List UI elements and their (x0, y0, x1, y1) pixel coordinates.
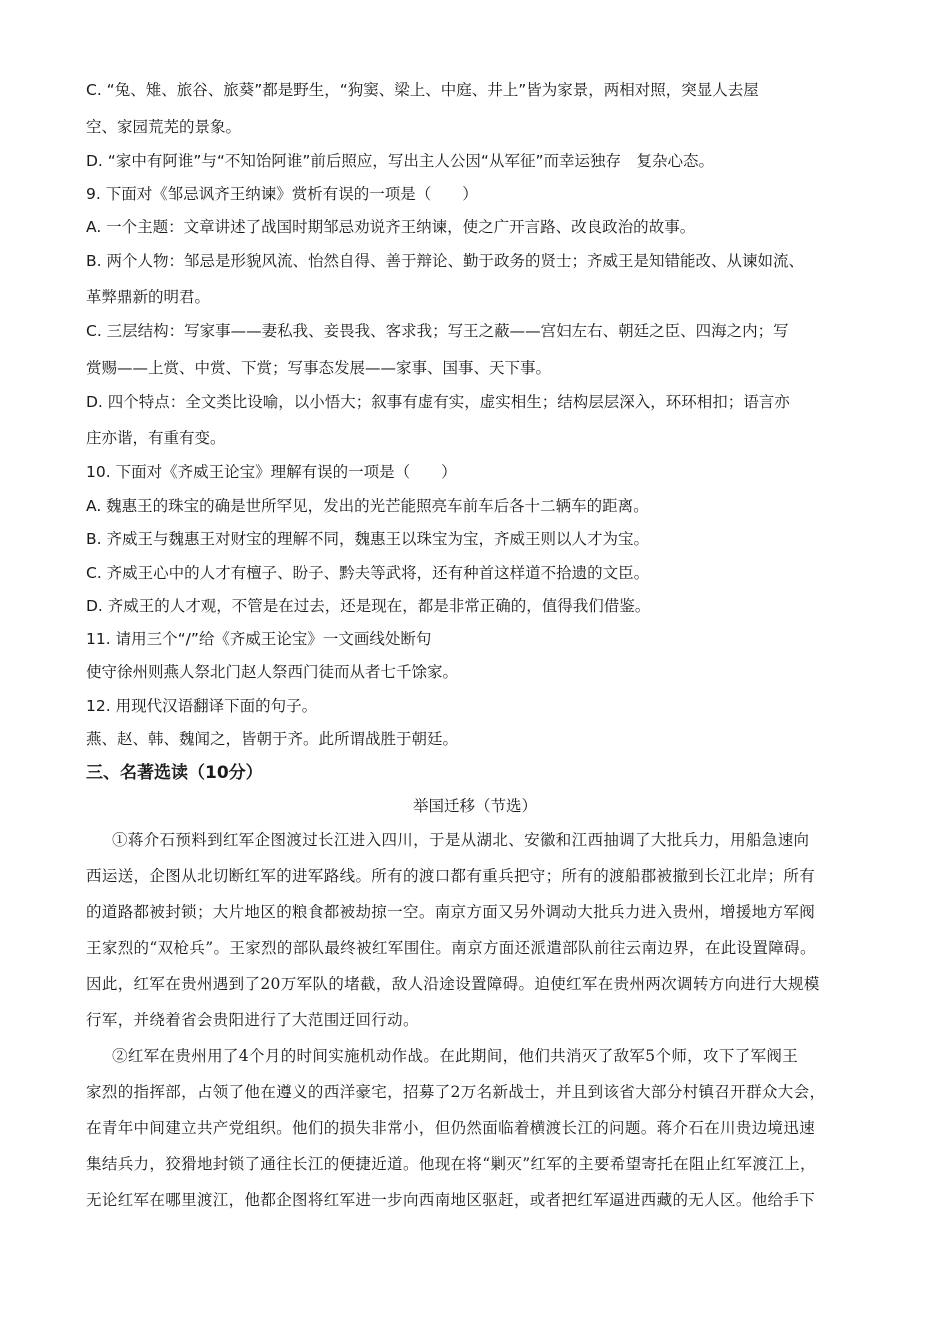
q9-option-d-line2: 庄亦谐，有重有变。 (86, 429, 226, 447)
q9-option-c-line1: C. 三层结构：写家事——妻私我、妾畏我、客求我；写王之蔽——宫妇左右、朝廷之臣、四海之内；写 (86, 322, 789, 340)
passage-p2-line: ②红军在贵州用了4个月的时间实施机动作战。在此期间，他们共消灭了敌军5个师，攻下了军阀王 (112, 1047, 799, 1065)
q10-option-a: A. 魏惠王的珠宝的确是世所罕见，发出的光芒能照亮车前车后各十二辆车的距离。 (86, 497, 649, 515)
passage-p1-line: ①蒋介石预料到红军企图渡过长江进入四川，于是从湖北、安徽和江西抽调了大批兵力，用船急速向 (112, 831, 810, 849)
q10-option-b: B. 齐威王与魏惠王对财宝的理解不同，魏惠王以珠宝为宝，齐威王则以人才为宝。 (86, 530, 649, 548)
q12-text: 燕、赵、韩、魏闻之，皆朝于齐。此所谓战胜于朝廷。 (86, 730, 459, 748)
q10-option-c: C. 齐威王心中的人才有檀子、盼子、黔夫等武将，还有种首这样道不拾遗的文臣。 (86, 564, 650, 582)
passage-p2-line: 家烈的指挥部，占领了他在遵义的西洋豪宅，招募了2万名新战士，并且到该省大部分村镇召开群众大会， (86, 1083, 826, 1101)
passage-p2-line: 集结兵力，狡猾地封锁了通往长江的便捷近道。他现在将“剿灭”红军的主要希望寄托在阻止红军渡江上， (86, 1155, 816, 1173)
q9-stem: 9. 下面对《邹忌讽齐王纳谏》赏析有误的一项是（ ） (86, 185, 478, 203)
q9-option-c-line2: 赏赐——上赏、中赏、下赏；写事态发展——家事、国事、天下事。 (86, 359, 552, 377)
q9-option-d-line1: D. 四个特点：全文类比设喻，以小悟大；叙事有虚有实，虚实相生；结构层层深入，环环相扣；语言亦 (86, 393, 790, 411)
section-heading: 三、名著选读（10分） (86, 763, 263, 783)
q8-option-c-line1: C. “兔、雉、旅谷、旅葵”都是野生，“狗窦、梁上、中庭、井上”皆为家景，两相对照，突显人去屋 (86, 81, 759, 99)
passage-p1-line: 行军，并绕着省会贵阳进行了大范围迂回行动。 (86, 1011, 419, 1029)
q10-stem: 10. 下面对《齐威王论宝》理解有误的一项是（ ） (86, 463, 457, 481)
q8-option-c-line2: 空、家园荒芜的景象。 (86, 118, 242, 136)
passage-p1-line: 的道路都被封锁；大片地区的粮食都被劫掠一空。南京方面又另外调动大批兵力进入贵州，增援地方军阀 (86, 903, 816, 921)
passage-p2-line: 无论红军在哪里渡江，他都企图将红军进一步向西南地区驱赶，或者把红军逼进西藏的无人区。他给手下 (86, 1191, 816, 1209)
q9-option-b-line2: 革弊鼎新的明君。 (86, 288, 211, 306)
passage-p1-line: 王家烈的“双枪兵”。王家烈的部队最终被红军围住。南京方面还派遣部队前往云南边界，在此设置障碍。 (86, 939, 816, 957)
q11-text: 使守徐州则燕人祭北门赵人祭西门徒而从者七千馀家。 (86, 663, 459, 681)
q12-stem: 12. 用现代汉语翻译下面的句子。 (86, 697, 318, 715)
q8-option-d: D. “家中有阿谁”与“不知饴阿谁”前后照应，写出主人公因“从军征”而幸运独存 复杂心态。 (86, 152, 714, 170)
q9-option-b-line1: B. 两个人物：邹忌是形貌风流、怡然自得、善于辩论、勤于政务的贤士；齐威王是知错能改、从谏如流、 (86, 252, 804, 270)
passage-p2-line: 在青年中间建立共产党组织。他们的损失非常小，但仍然面临着横渡长江的问题。蒋介石在川贵边境迅速 (86, 1119, 816, 1137)
passage-title: 举国迁移（节选） (412, 797, 537, 815)
passage-p1-line: 西运送，企图从北切断红军的进军路线。所有的渡口都有重兵把守；所有的渡船郡被撤到长江北岸；所有 (86, 867, 816, 885)
q10-option-d: D. 齐威王的人才观，不管是在过去，还是现在，都是非常正确的，值得我们借鉴。 (86, 597, 651, 615)
q11-stem: 11. 请用三个“/”给《齐威王论宝》一文画线处断句 (86, 630, 432, 648)
passage-p1-line: 因此，红军在贵州遇到了20万军队的堵截，敌人沿途设置障碍。迫使红军在贵州两次调转方向进行大规模 (86, 975, 820, 993)
q9-option-a: A. 一个主题：文章讲述了战国时期邹忌劝说齐王纳谏，使之广开言路、改良政治的故事。 (86, 218, 696, 236)
